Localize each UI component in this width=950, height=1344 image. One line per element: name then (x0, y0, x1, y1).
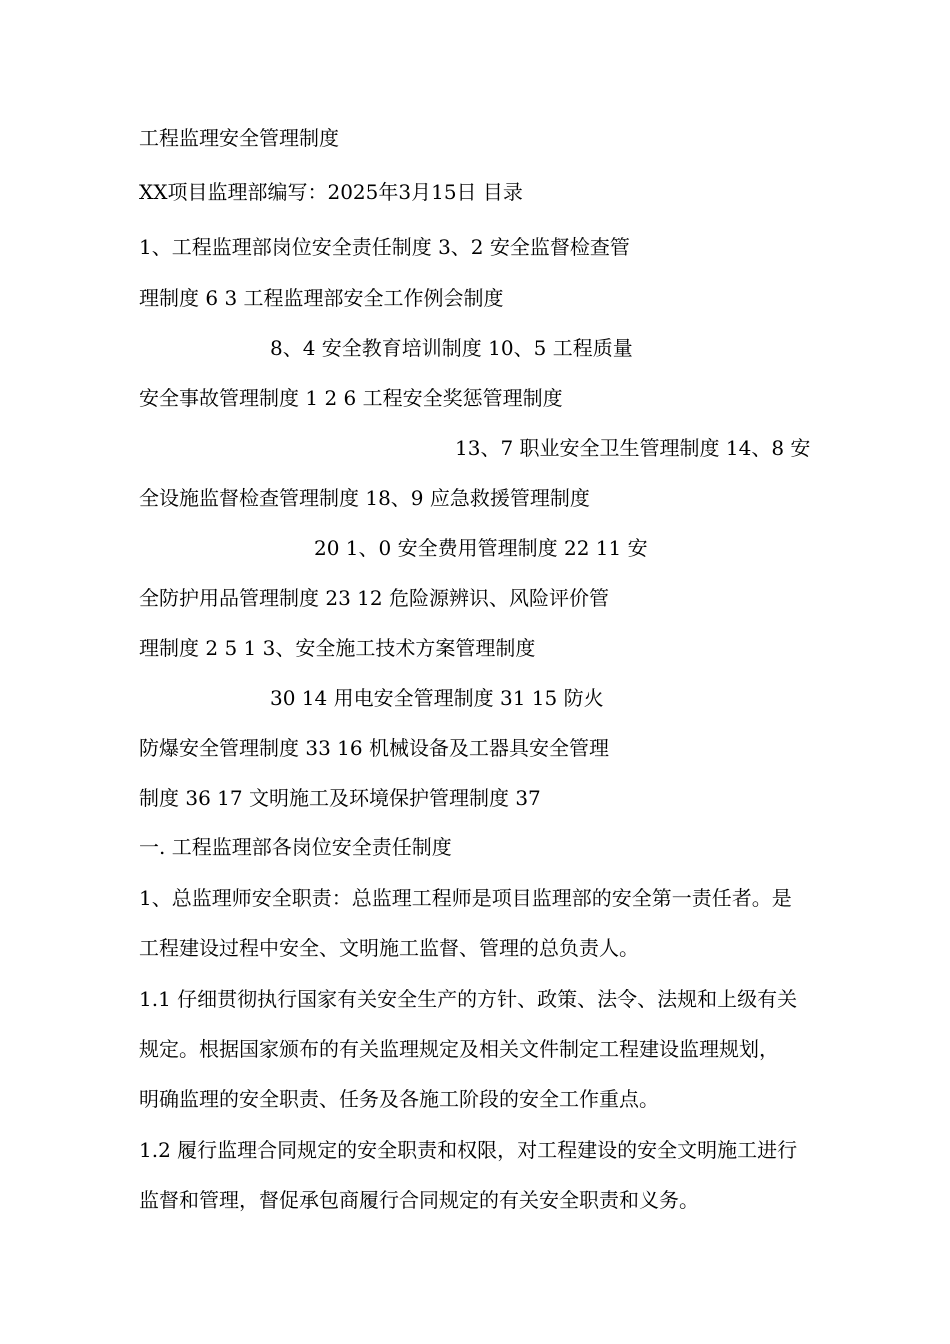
body-line: 1、总监理师安全职责：总监理工程师是项目监理部的安全第一责任者。是 (139, 886, 792, 910)
body-line: 工程建设过程中安全、文明施工监督、管理的总负责人。 (139, 936, 639, 960)
toc-line: 全设施监督检查管理制度 18、9 应急救援管理制度 (139, 486, 590, 510)
toc-line: 30 14 用电安全管理制度 31 15 防火 (270, 686, 604, 710)
toc-line: 安全事故管理制度 1 2 6 工程安全奖惩管理制度 (139, 386, 563, 410)
body-line: 监督和管理，督促承包商履行合同规定的有关安全职责和义务。 (139, 1188, 699, 1212)
toc-line: 理制度 2 5 1 3、安全施工技术方案管理制度 (139, 636, 536, 660)
toc-line: 13、7 职业安全卫生管理制度 14、8 安 (455, 436, 811, 460)
document-meta: XX项目监理部编写：2025年3月15日 目录 (139, 180, 523, 204)
toc-line: 20 1、0 安全费用管理制度 22 11 安 (314, 536, 648, 560)
section-heading: 一. 工程监理部各岗位安全责任制度 (139, 835, 452, 859)
document-title: 工程监理安全管理制度 (139, 126, 339, 150)
body-line: 规定。根据国家颁布的有关监理规定及相关文件制定工程建设监理规划， (139, 1037, 779, 1061)
toc-line: 制度 36 17 文明施工及环境保护管理制度 37 (139, 786, 541, 810)
toc-line: 防爆安全管理制度 33 16 机械设备及工器具安全管理 (139, 736, 609, 760)
toc-line: 全防护用品管理制度 23 12 危险源辨识、风险评价管 (139, 586, 609, 610)
body-line: 明确监理的安全职责、任务及各施工阶段的安全工作重点。 (139, 1087, 659, 1111)
toc-line: 1、工程监理部岗位安全责任制度 3、2 安全监督检查管 (139, 235, 630, 259)
toc-line: 理制度 6 3 工程监理部安全工作例会制度 (139, 286, 504, 310)
body-line: 1.1 仔细贯彻执行国家有关安全生产的方针、政策、法令、法规和上级有关 (139, 987, 798, 1011)
toc-line: 8、4 安全教育培训制度 10、5 工程质量 (270, 336, 633, 360)
body-line: 1.2 履行监理合同规定的安全职责和权限，对工程建设的安全文明施工进行 (139, 1138, 798, 1162)
